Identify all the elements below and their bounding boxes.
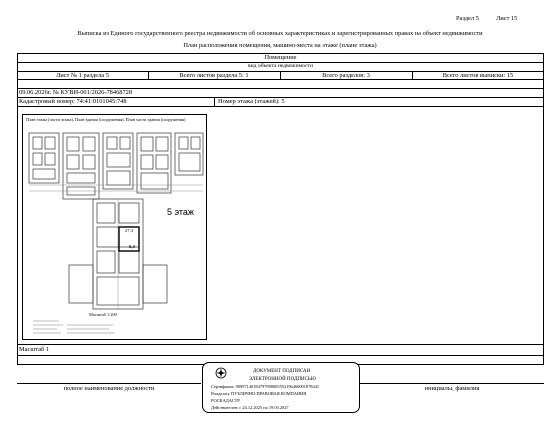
electronic-signature-stamp	[202, 362, 360, 413]
stamp-owner-org: РОСКАДАСТР	[211, 398, 240, 403]
section-label: Раздел 5	[456, 15, 479, 22]
floor-label: 5 этаж	[167, 207, 194, 217]
stamp-title: ДОКУМЕНТ ПОДПИСАН	[253, 369, 311, 374]
name-caption: инициалы, фамилия	[424, 385, 480, 392]
sheet-label: Лист 15	[496, 15, 518, 22]
scale-label: Масштаб 1	[19, 346, 50, 353]
floor-plan-drawing	[22, 114, 207, 340]
floor-number: Номер этажа (этажей): 5	[218, 98, 285, 105]
position-caption: полное наименование должности	[63, 385, 155, 392]
plan-header-text: План этажа (части этажа), План здания (сооружения), План части здания (сооружения)	[26, 117, 186, 122]
stamp-certificate: Сертификат: 00997140184797998005552196460001878441	[211, 384, 320, 389]
sections-total: Всего разделов: 3	[322, 72, 370, 79]
object-type-value: Помещение	[264, 54, 297, 61]
stamp-validity: Действителен: с 24.12.2025 по 19.03.2027	[211, 405, 289, 410]
plan-scale-text: Масштаб 1:200	[89, 312, 117, 317]
stamp-owner: Владелец: ПУБЛИЧНО-ПРАВОВАЯ КОМПАНИЯ	[211, 391, 307, 396]
floor-plan-icon	[23, 115, 208, 341]
extract-date-number: 09.06.2026г. № КУВИ-001/2026-78468728	[19, 89, 133, 96]
section-sheets-total: Всего листов раздела 5: 1	[179, 72, 249, 79]
cadastral-number: Кадастровый номер: 74:41:0101045:748	[19, 98, 127, 105]
document-subtitle: План расположения помещения, машино-места на этаже (плане этажа)	[183, 42, 377, 49]
object-type-caption: вид объекта недвижимости	[248, 63, 313, 69]
stamp-subtitle: ЭЛЕКТРОННОЙ ПОДПИСЬЮ	[249, 377, 316, 382]
document-title: Выписка из Единого государственного реестра недвижимости об основных характеристиках и зарегистрированных правах на объект недвижимости	[77, 30, 483, 37]
roskadastr-emblem-icon	[215, 367, 227, 379]
room-label: 6,4	[129, 244, 135, 249]
sheet-number: Лист № 1 раздела 5	[56, 72, 109, 79]
room-label: 27,3	[125, 228, 134, 233]
extract-sheets-total: Всего листов выписки: 15	[442, 72, 514, 79]
